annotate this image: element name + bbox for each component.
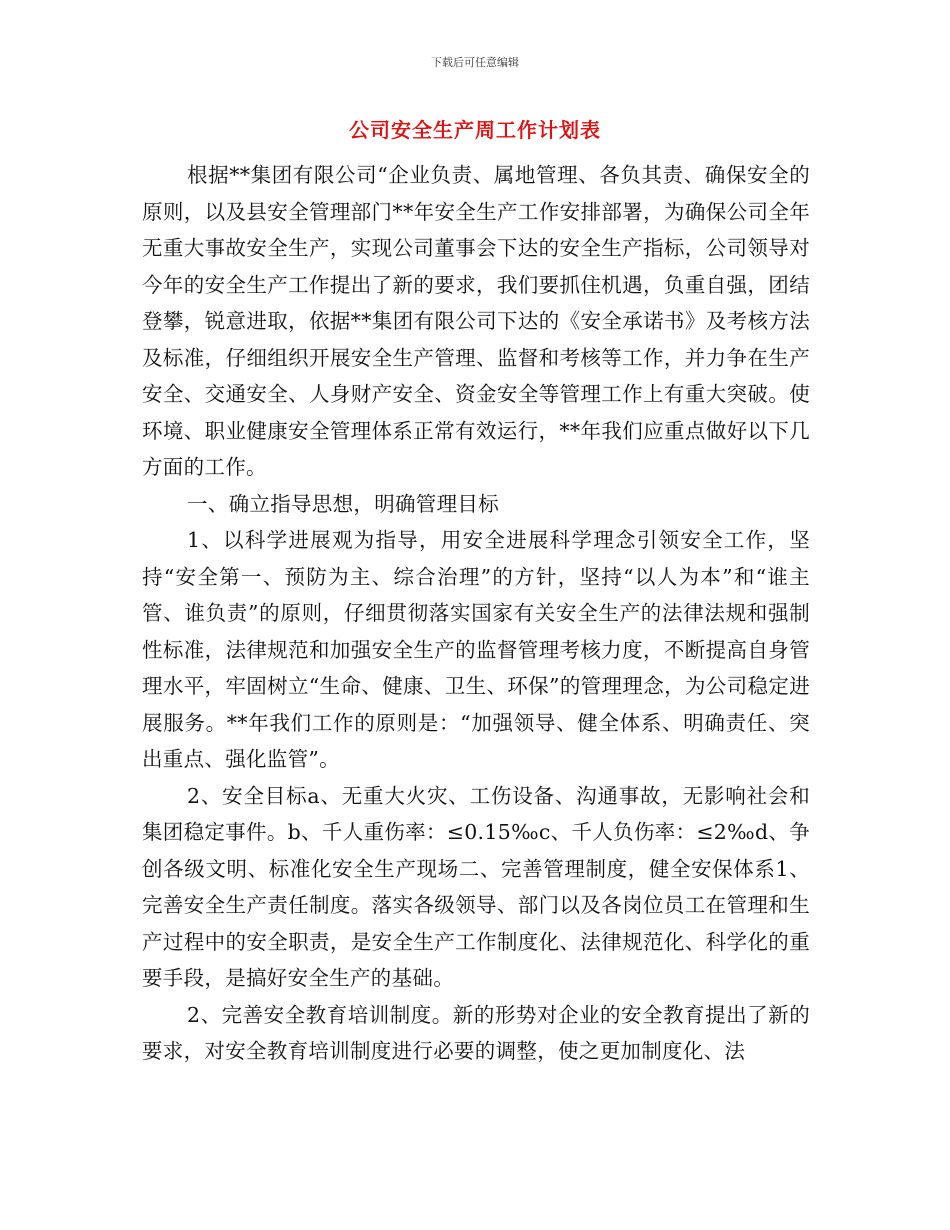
section-heading-1: 一、确立指导思想，明确管理目标 bbox=[187, 491, 499, 516]
paragraph-intro: 根据**集团有限公司“企业负责、属地管理、各负其责、确保安全的原则，以及县安全管理部门**年安全生产工作安排部署，为确保公司全年无重大事故安全生产，实现公司董事会下达的安全生产指标，公司领导对今年的安全生产工作提出了新的要求，我们要抓住机遇，负重自强，团结登攀，锐意进取，依据**集团有限公司下达的《安全承诺书》及考核方法及标准，仔细组织开展安全生产管理、监督和考核等工作，并力争在生产安全、交通安全、人身财产安全、资金安全等管理工作上有重大突破。使环境、职业健康安全管理体系正常有效运行，**年我们应重点做好以下几方面的工作。 bbox=[142, 163, 810, 479]
paragraph-training-system: 2、完善安全教育培训制度。新的形势对企业的安全教育提出了新的要求，对安全教育培训制度进行必要的调整，使之更加制度化、法 bbox=[142, 1002, 810, 1063]
document-body bbox=[142, 157, 810, 1070]
paragraph-guiding-thought: 1、以科学进展观为指导，用安全进展科学理念引领安全工作，坚持“安全第一、预防为主、综合治理”的方针，坚持“以人为本”和“谁主管、谁负责”的原则，仔细贯彻落实国家有关安全生产的法律法规和强制性标准，法律规范和加强安全生产的监督管理考核力度，不断提高自身管理水平，牢固树立“生命、健康、卫生、环保”的管理理念，为公司稳定进展服务。**年我们工作的原则是：“加强领导、健全体系、明确责任、突出重点、强化监管”。 bbox=[142, 528, 810, 771]
header-note: 下载后可任意编辑 bbox=[431, 56, 519, 69]
document-title: 公司安全生产周工作计划表 bbox=[349, 118, 601, 142]
paragraph-safety-targets: 2、安全目标a、无重大火灾、工伤设备、沟通事故，无影响社会和集团稳定事件。b、千人重伤率：≤0.15‰c、千人负伤率：≤2‰d、争创各级文明、标准化安全生产现场二、完善管理制度，健全安保体系1、完善安全生产责任制度。落实各级领导、部门以及各岗位员工在管理和生产过程中的安全职责，是安全生产工作制度化、法律规范化、科学化的重要手段，是搞好安全生产的基础。 bbox=[142, 783, 810, 990]
